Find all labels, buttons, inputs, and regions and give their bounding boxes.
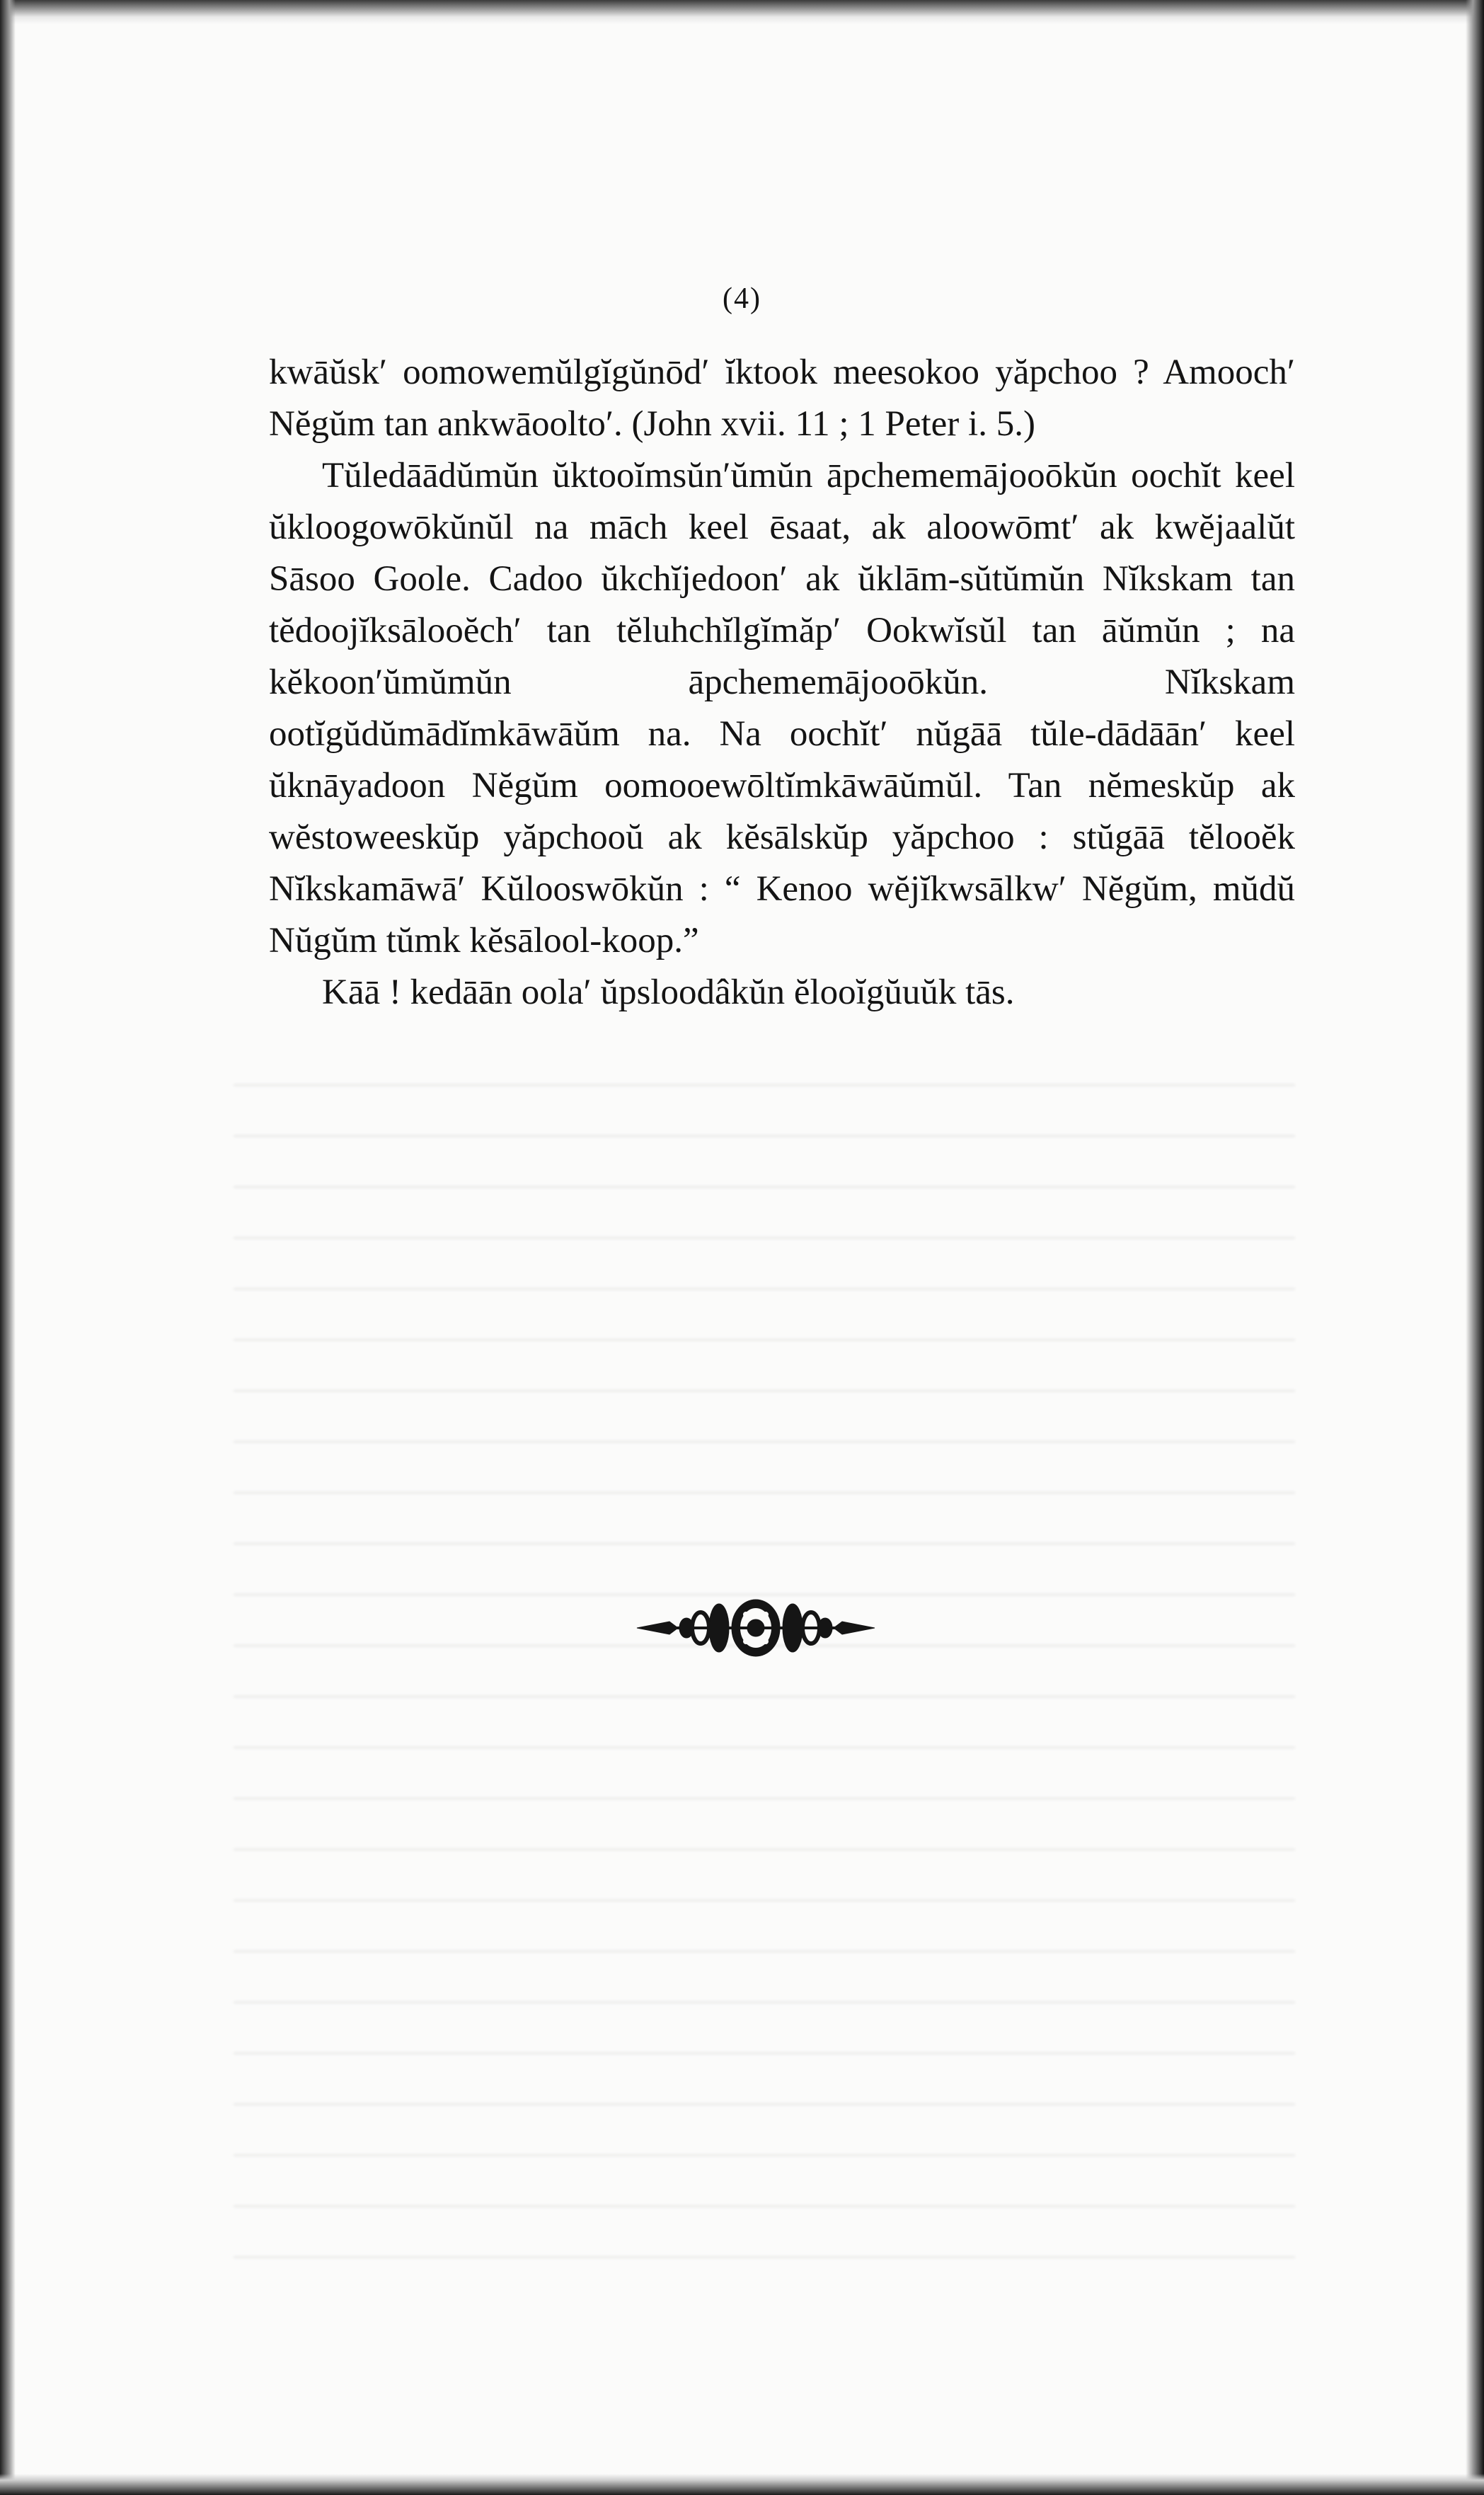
scan-right-edge xyxy=(1466,0,1484,2495)
closing-line: Kāā ! kedāān oola′ ŭpsloodâkŭn ĕlooĭgŭuŭk tās. xyxy=(322,973,1015,1012)
paragraph-1: kwāŭsk′ oomowemŭlgĭgŭnōd′ ĭktook meesokoo yăpchoo ? Amooch′ Nĕgŭm tan ankwāoolto′. (John xvii. 11 ; 1 Peter i. 5.) xyxy=(269,352,1295,444)
scan-left-edge xyxy=(0,0,16,2495)
decorative-tailpiece-icon xyxy=(635,1596,876,1660)
scan-top-edge xyxy=(0,0,1484,24)
page-number: (4) xyxy=(723,282,761,315)
scan-bottom-edge xyxy=(0,2474,1484,2495)
paragraph-2: Tŭledāādŭmŭn ŭktooĭmsŭn′ŭmŭn āpchememājooōkŭn oochĭt keel ŭkloogowōkŭnŭl na māch keel ēsaat, ak aloowōmt′ ak kwĕjaalŭt Sāsoo Goole. Cadoo ŭkchĭjedoon′ ak ŭklām-sŭtŭmŭn Nĭkskam tan tĕdoojĭksālooĕch′ tan tĕluhchĭlgĭmăp′ Ookwĭsŭl tan āŭmŭn ; na kĕkoon′ŭmŭmŭn āpchememājooōkŭn. Nĭkskam ootĭgŭdŭmādĭmkāwāŭm na. Na oochĭt′ nŭgāā tŭle-dādāān′ keel ŭknāyadoon Nĕgŭm oomooewōltĭmkāwāŭmŭl. Tan nĕmeskŭp ak wĕstoweeskŭp yăpchooŭ ak kĕsālskŭp yăpchoo : stŭgāā tĕlooĕk Nĭkskamāwā′ Kŭlooswōkŭn : “ Kenoo wĕjĭkwsālkw′ Nĕgŭm, mŭdŭ Nŭgŭm tŭmk kĕsālool-koop.” xyxy=(269,456,1295,960)
body-text xyxy=(269,347,1295,1019)
